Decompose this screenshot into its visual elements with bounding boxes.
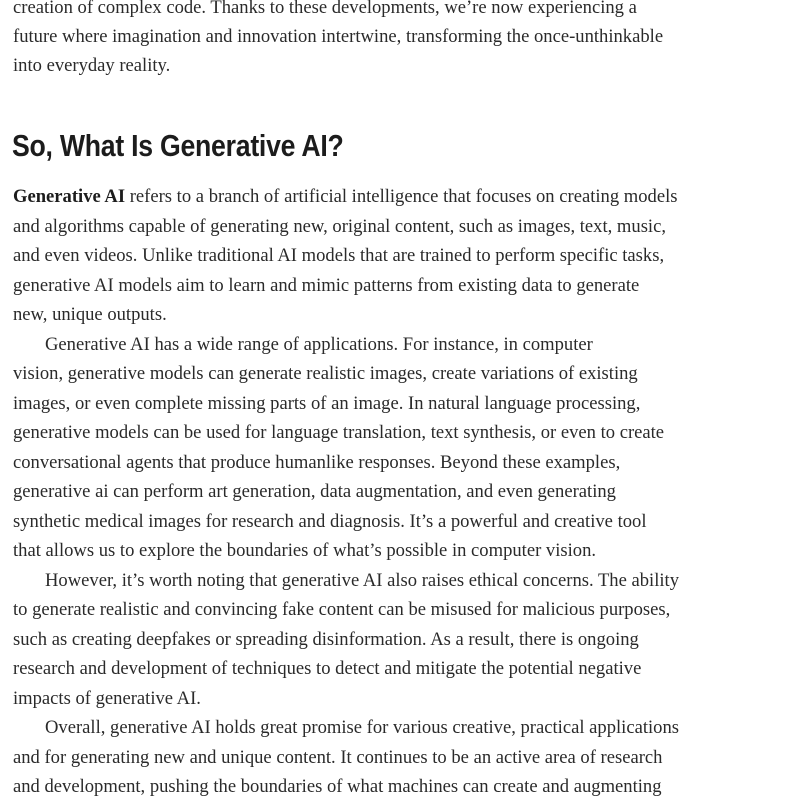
para2-line-1: Generative AI has a wide range of applications. For instance, in computer bbox=[45, 334, 593, 355]
para4-line-1: Overall, generative AI holds great promise for various creative, practical applications bbox=[45, 717, 680, 738]
para1-line-2: and algorithms capable of generating new, original content, such as images, text, music, bbox=[13, 216, 666, 237]
para3-line-2: to generate realistic and convincing fake content can be misused for malicious purposes, bbox=[13, 599, 671, 620]
para3-line-3: such as creating deepfakes or spreading disinformation. As a result, there is ongoing bbox=[13, 629, 639, 650]
para1-line-1-text: refers to a branch of artificial intelligence that focuses on creating models bbox=[125, 186, 678, 207]
para1-line-4: generative AI models aim to learn and mimic patterns from existing data to generate bbox=[13, 275, 640, 296]
para2-line-8: that allows us to explore the boundaries of what’s possible in computer vision. bbox=[13, 540, 597, 561]
para2-line-7: synthetic medical images for research and diagnosis. It’s a powerful and creative tool bbox=[13, 511, 647, 532]
para2-line-4: generative models can be used for language translation, text synthesis, or even to create bbox=[13, 422, 665, 443]
para1-line-1 bbox=[13, 186, 677, 208]
para3-line-4: research and development of techniques to detect and mitigate the potential negative bbox=[13, 658, 642, 679]
para2-line-2: vision, generative models can generate realistic images, create variations of existing bbox=[13, 363, 638, 384]
intro-line-1: creation of complex code. Thanks to these developments, we’re now experiencing a bbox=[13, 0, 637, 18]
intro-line-2: future where imagination and innovation intertwine, transforming the once-unthinkable bbox=[13, 26, 664, 47]
intro-line-3: into everyday reality. bbox=[13, 55, 171, 76]
para3-line-1: However, it’s worth noting that generative AI also raises ethical concerns. The ability bbox=[45, 570, 680, 591]
para1-line-5: new, unique outputs. bbox=[13, 304, 167, 325]
defined-term: Generative AI bbox=[13, 186, 126, 207]
para1-line-3: and even videos. Unlike traditional AI models that are trained to perform specific tasks, bbox=[13, 245, 665, 266]
para2-line-3: images, or even complete missing parts of an image. In natural language processing, bbox=[13, 393, 641, 414]
para3-line-5: impacts of generative AI. bbox=[13, 688, 201, 709]
para2-line-5: conversational agents that produce humanlike responses. Beyond these examples, bbox=[13, 452, 621, 473]
para4-line-2: and for generating new and unique content. It continues to be an active area of research bbox=[13, 747, 663, 768]
para4-line-3: and development, pushing the boundaries of what machines can create and augmenting bbox=[13, 776, 662, 797]
section-heading: So, What Is Generative AI? bbox=[12, 128, 344, 163]
para2-line-6: generative ai can perform art generation, data augmentation, and even generating bbox=[13, 481, 616, 502]
